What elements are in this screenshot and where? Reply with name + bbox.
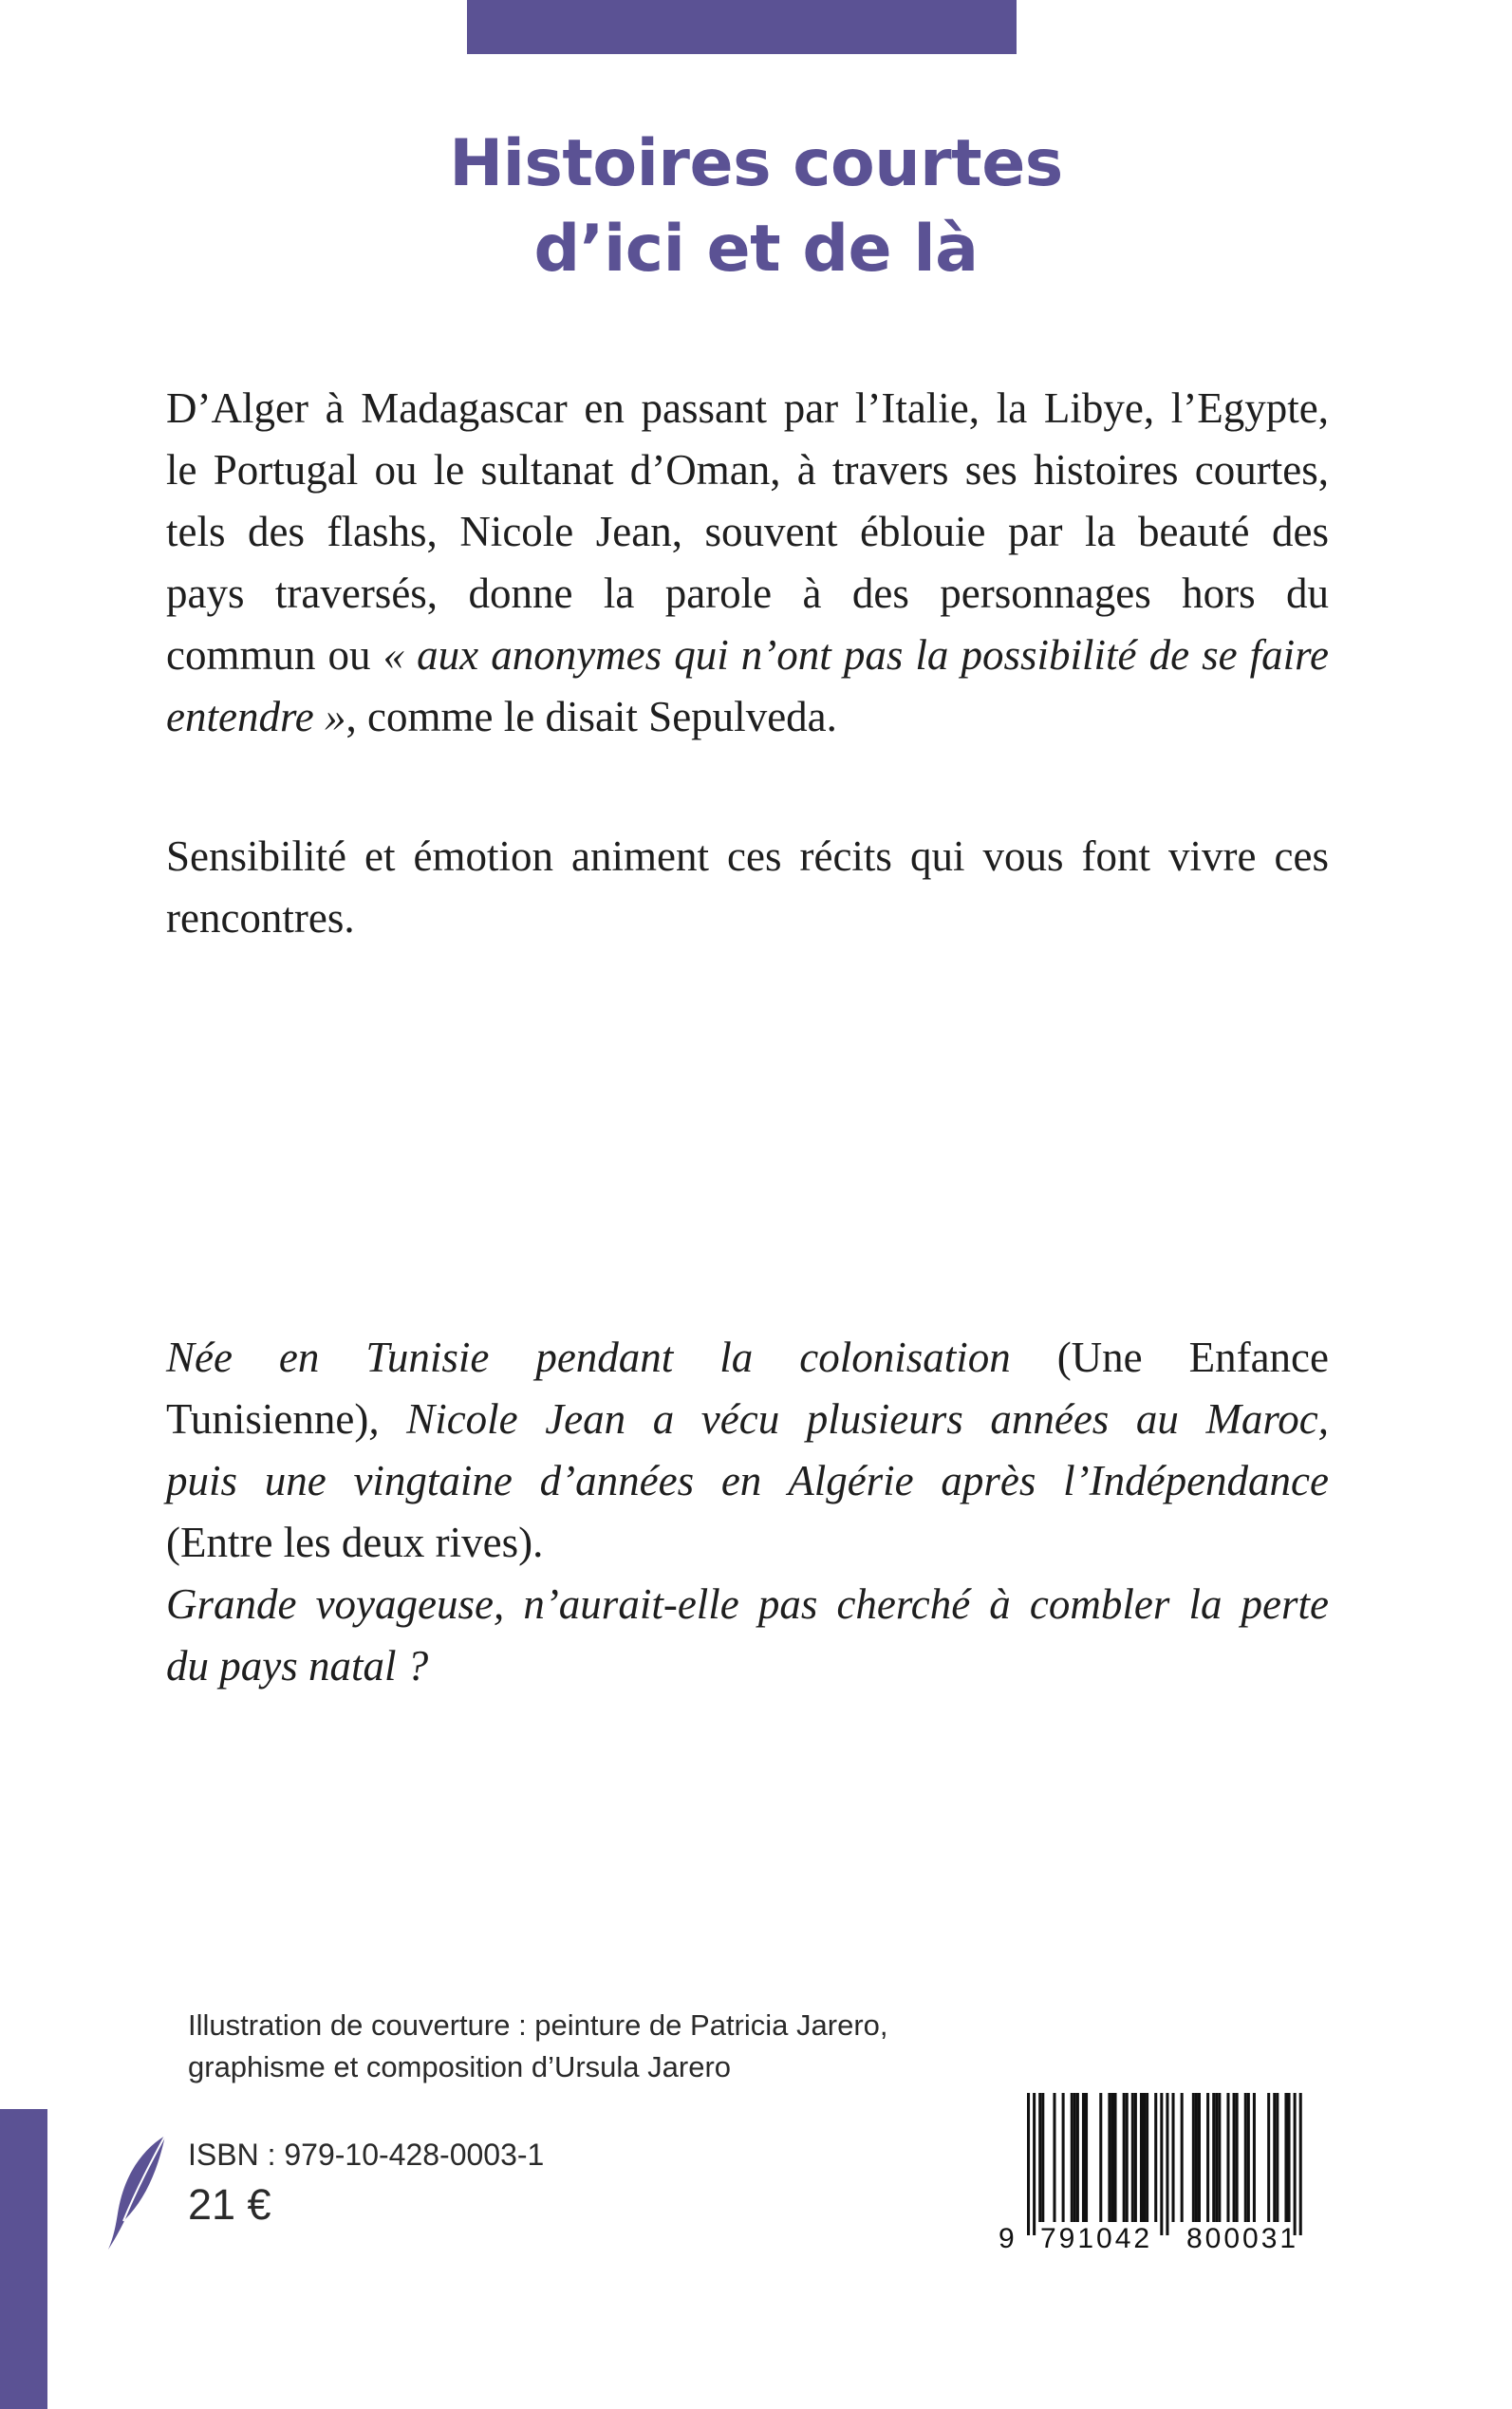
- barcode-bar: [1253, 2093, 1256, 2222]
- synopsis-line: [166, 625, 1329, 686]
- synopsis-text: , comme le disait Sepulveda.: [345, 693, 837, 740]
- barcode-bar: [1212, 2093, 1215, 2222]
- barcode-bar: [1192, 2093, 1195, 2222]
- bio-book-title: (Entre les deux rives).: [166, 1519, 544, 1566]
- left-color-band: [0, 2109, 47, 2409]
- barcode-bar: [1154, 2093, 1157, 2222]
- barcode-group-right: 800031: [1186, 2223, 1299, 2254]
- barcode-bar: [1123, 2093, 1126, 2222]
- barcode-bar: [1108, 2093, 1111, 2222]
- synopsis-line: [166, 686, 1329, 748]
- barcode-bar: [1146, 2093, 1148, 2222]
- synopsis-text: commun ou: [166, 631, 383, 679]
- barcode-bar: [1247, 2093, 1250, 2222]
- author-biography: [166, 1327, 1329, 1697]
- barcode-bar: [1160, 2093, 1163, 2235]
- barcode-bar: [1140, 2093, 1143, 2222]
- barcode-bar: [1033, 2093, 1036, 2235]
- barcode-bar: [1099, 2093, 1102, 2222]
- barcode-bar: [1181, 2093, 1184, 2222]
- barcode-bar: [1299, 2093, 1302, 2235]
- barcode-bar: [1195, 2093, 1198, 2222]
- synopsis-line: pays traversés, donne la parole à des personnages hors du: [166, 570, 1329, 617]
- barcode: [999, 2082, 1331, 2260]
- bio-book-title: Tunisienne): [166, 1395, 369, 1443]
- synopsis-line: Sensibilité et émotion animent ces récits qui vous font vivre ces: [166, 832, 1329, 880]
- barcode-bar: [1172, 2093, 1175, 2222]
- cover-credits: [188, 2005, 888, 2088]
- price: 21 €: [188, 2180, 271, 2229]
- bio-line: [166, 1635, 1329, 1697]
- barcode-bar: [1131, 2093, 1134, 2222]
- barcode-bar: [1082, 2093, 1085, 2222]
- barcode-bar: [1273, 2093, 1276, 2222]
- feather-quill-icon: [103, 2132, 169, 2253]
- barcode-bar: [1134, 2093, 1137, 2222]
- barcode-bar: [1053, 2093, 1055, 2222]
- barcode-bar: [1206, 2093, 1209, 2222]
- barcode-digit-first: 9: [999, 2223, 1017, 2254]
- barcode-bar: [1041, 2093, 1044, 2222]
- barcode-bar: [1126, 2093, 1129, 2222]
- title-line-1: Histoires courtes: [449, 126, 1063, 201]
- barcode-bar: [1111, 2093, 1113, 2222]
- barcode-bar: [1294, 2093, 1297, 2235]
- barcode-bar: [1276, 2093, 1279, 2222]
- barcode-bar: [1226, 2093, 1229, 2222]
- bio-line: [166, 1327, 1329, 1389]
- top-color-band: [467, 0, 1017, 54]
- barcode-bar: [1076, 2093, 1079, 2222]
- barcode-bar: [1218, 2093, 1221, 2222]
- barcode-bar: [1071, 2093, 1073, 2222]
- bio-italic: puis une vingtaine d’années en Algérie après l’Indépendance: [166, 1457, 1329, 1504]
- barcode-bar: [1233, 2093, 1236, 2222]
- barcode-bar: [1038, 2093, 1041, 2222]
- barcode-bar: [1244, 2093, 1247, 2222]
- bio-line: [166, 1450, 1329, 1512]
- credits-line: Illustration de couverture : peinture de Patricia Jarero,: [188, 2008, 888, 2042]
- bio-line: [166, 1512, 1329, 1574]
- bio-italic: , Nicole Jean a vécu plusieurs années au Maroc,: [368, 1395, 1329, 1443]
- barcode-bar: [1085, 2093, 1088, 2222]
- barcode-bar: [1027, 2093, 1030, 2235]
- synopsis-quote: « aux anonymes qui n’ont pas la possibilité de se faire: [383, 631, 1329, 679]
- barcode-bar: [1062, 2093, 1065, 2222]
- synopsis-line: D’Alger à Madagascar en passant par l’Italie, la Libye, l’Egypte,: [166, 384, 1329, 432]
- bio-line: [166, 1574, 1329, 1635]
- synopsis-quote: entendre »: [166, 693, 346, 740]
- barcode-bar: [1215, 2093, 1218, 2222]
- barcode-bar: [1143, 2093, 1146, 2222]
- synopsis-paragraph-2: [166, 826, 1329, 949]
- bio-line: [166, 1389, 1329, 1450]
- barcode-bar: [1198, 2093, 1201, 2222]
- barcode-group-left: 791042: [1040, 2223, 1153, 2254]
- barcode-bar: [1284, 2093, 1287, 2222]
- isbn-number: ISBN : 979-10-428-0003-1: [188, 2138, 545, 2172]
- title-line-2: d’ici et de là: [533, 212, 979, 287]
- synopsis-line: rencontres.: [166, 894, 355, 942]
- barcode-bar: [1267, 2093, 1270, 2222]
- bio-italic: Grande voyageuse, n’aurait-elle pas cherché à combler la perte: [166, 1580, 1329, 1628]
- credits-line: graphisme et composition d’Ursula Jarero: [188, 2050, 732, 2083]
- barcode-bar: [1073, 2093, 1076, 2222]
- synopsis-line: le Portugal ou le sultanat d’Oman, à travers ses histoires courtes,: [166, 446, 1329, 494]
- bio-book-title: (Une Enfance: [1056, 1334, 1329, 1381]
- synopsis-paragraph: [166, 378, 1329, 748]
- bio-italic: Née en Tunisie pendant la colonisation: [166, 1334, 1057, 1381]
- barcode-bar: [1114, 2093, 1117, 2222]
- barcode-bar: [1166, 2093, 1168, 2235]
- book-title: [0, 121, 1512, 292]
- bio-italic: du pays natal ?: [166, 1642, 429, 1690]
- barcode-bar: [1236, 2093, 1239, 2222]
- barcode-bar: [1288, 2093, 1291, 2222]
- synopsis-line: tels des flashs, Nicole Jean, souvent éblouie par la beauté des: [166, 508, 1329, 555]
